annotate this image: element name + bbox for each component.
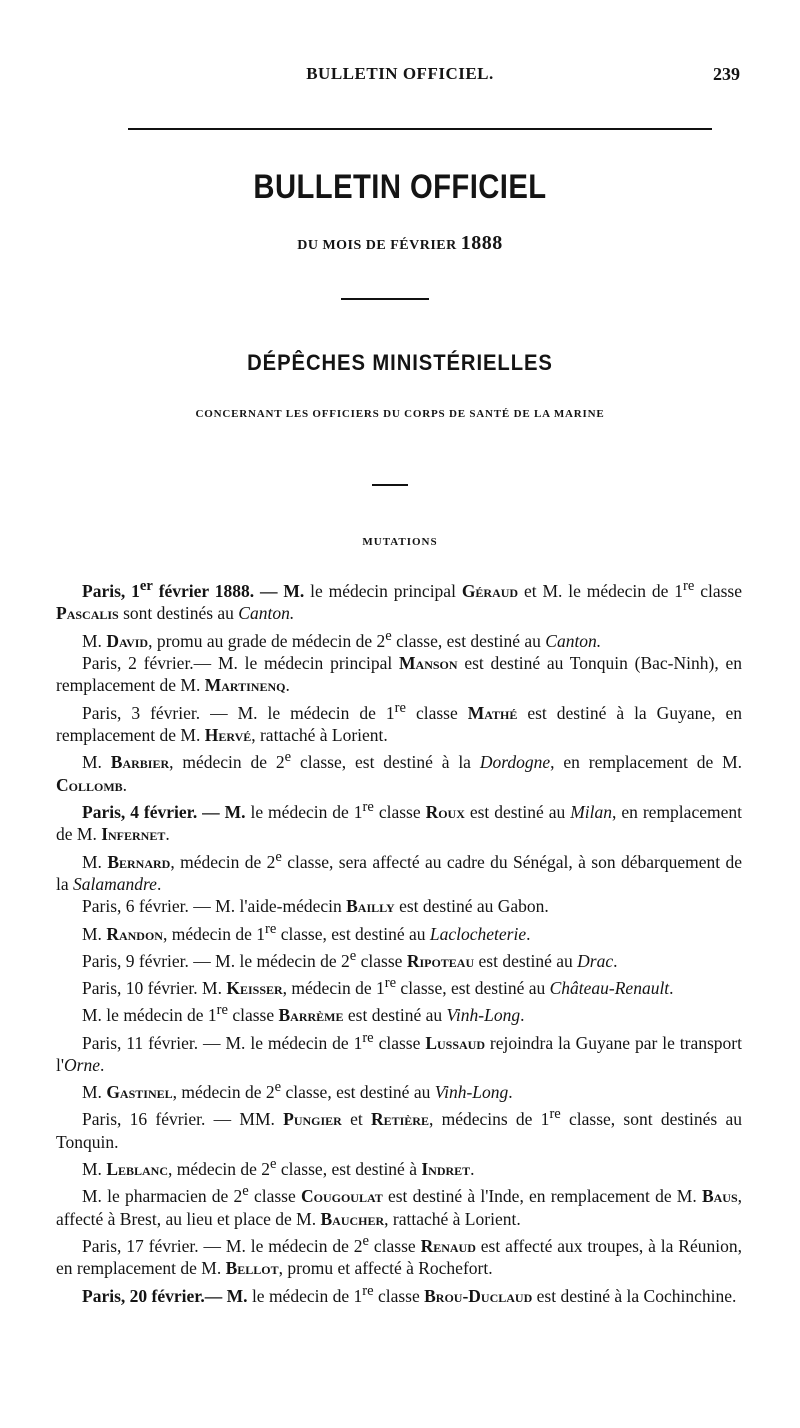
page-number: 239 [713, 64, 740, 84]
text-segment: , médecin de 2 [170, 851, 276, 872]
text-segment: e [274, 1079, 282, 1096]
text-segment: re [265, 920, 277, 937]
text-segment: , médecin de 1 [162, 923, 265, 944]
person-name: Lussaud [425, 1032, 485, 1053]
mutation-paragraph [56, 895, 742, 917]
text-segment: est destiné à la Guyane, en remplacement de M. [56, 702, 742, 745]
text-segment: re [549, 1106, 561, 1123]
text-segment: Paris, 3 février. — M. le médecin de 1 [82, 702, 395, 723]
mutation-paragraph [56, 746, 742, 796]
mutation-paragraph [56, 1153, 742, 1180]
text-segment: classe [369, 1235, 421, 1256]
text-segment: M. [82, 1082, 107, 1103]
text-segment: , rattaché à Lorient. [384, 1208, 521, 1229]
person-name: Renaud [420, 1235, 476, 1256]
person-name: Randon [106, 923, 163, 944]
text-segment: est destiné au [343, 1005, 447, 1026]
text-segment: M. [82, 752, 111, 773]
person-name: Gastinel [106, 1082, 173, 1103]
text-segment: e [284, 749, 292, 766]
text-segment: M. [82, 851, 108, 872]
mutation-paragraph [56, 972, 742, 999]
person-name: Collomb [56, 774, 123, 795]
text-segment: Paris, 16 février. — MM. [82, 1109, 284, 1130]
subtitle [0, 232, 800, 255]
text-segment: M. [82, 923, 107, 944]
text-segment: . [122, 774, 128, 795]
person-name: Retière [370, 1109, 429, 1130]
section-title: DÉPÊCHES MINISTÉRIELLES [247, 350, 553, 375]
text-segment: est destiné à l'Inde, en remplacement de M. [382, 1186, 702, 1207]
text-segment: . [520, 1005, 525, 1026]
text-segment: e [275, 848, 282, 865]
mutation-paragraph [56, 945, 742, 972]
person-name: Géraud [461, 580, 519, 601]
person-name: Indret [421, 1158, 471, 1179]
text-segment: . [285, 675, 290, 696]
text-segment: , rattaché à Lorient. [251, 724, 388, 745]
person-name: Baus [701, 1186, 738, 1207]
person-name: Hervé [204, 724, 252, 745]
text-segment: M. [82, 1158, 107, 1179]
text-segment: Paris, 17 février. — M. le médecin de 2 [82, 1235, 363, 1256]
text-segment: classe, est destiné au [281, 1082, 435, 1103]
mutation-paragraph [56, 918, 742, 945]
text-segment: e [349, 947, 357, 964]
place-name: Drac [577, 950, 614, 971]
person-name: Manson [399, 652, 458, 673]
text-segment: re [362, 1029, 374, 1046]
text-segment: . [613, 950, 618, 971]
person-name: Ripoteau [406, 950, 475, 971]
text-segment: est destiné au [474, 950, 578, 971]
text-segment: Paris, 20 février.— M. [82, 1285, 248, 1306]
text-segment: classe, est destiné à [276, 1158, 422, 1179]
text-segment: re [384, 975, 397, 992]
mutation-paragraph [56, 575, 742, 625]
text-segment: le médecin de 1 [245, 801, 363, 822]
text-segment: classe, sera affecté au cadre du Sénégal, à son débarquement de la [56, 851, 742, 894]
mutations-heading: MUTATIONS [362, 536, 438, 548]
mutation-paragraph [56, 1103, 742, 1153]
person-name: Roux [425, 801, 465, 822]
person-name: Infernet [101, 824, 166, 845]
mutation-paragraph [56, 1076, 742, 1103]
place-name: Château-Renault [549, 977, 670, 998]
text-segment: . [526, 923, 531, 944]
mutation-paragraph [56, 652, 742, 697]
place-name: Canton. [238, 603, 295, 624]
subtitle-prefix: DU MOIS DE FÉVRIER [297, 238, 457, 253]
text-segment: re [216, 1002, 228, 1019]
text-segment: classe [405, 702, 468, 723]
text-segment: rejoindra la Guyane par le transport l' [56, 1032, 742, 1075]
text-segment: est destiné à la Cochinchine. [532, 1285, 737, 1306]
text-segment: e [270, 1156, 277, 1173]
text-segment: , affecté à Brest, au lieu et place de M. [56, 1186, 742, 1229]
text-segment: classe [694, 580, 742, 601]
text-segment: Paris, 2 février.— M. le médecin principal [82, 652, 400, 673]
body-text [56, 575, 742, 1307]
person-name: Mathé [467, 702, 518, 723]
text-segment: classe, sont destinés au Tonquin. [56, 1109, 742, 1152]
place-name: Laclocheterie [429, 923, 527, 944]
text-segment: re [362, 1282, 374, 1299]
text-segment: . [669, 977, 674, 998]
mutation-paragraph [56, 1280, 742, 1307]
mutation-paragraph [56, 625, 742, 652]
text-segment: février 1888. — M. [152, 580, 305, 601]
text-segment: M. le médecin de 1 [82, 1005, 217, 1026]
text-segment: e [385, 627, 392, 644]
text-segment: classe, est destiné au [276, 923, 430, 944]
text-segment: classe [373, 801, 426, 822]
text-segment: , en remplacement de M. [550, 752, 743, 773]
text-segment: er [139, 578, 153, 594]
text-segment: classe, est destiné au [391, 630, 546, 651]
person-name: Barbier [110, 752, 170, 773]
text-segment: classe, est destiné au [396, 977, 550, 998]
mutation-paragraph [56, 1230, 742, 1280]
person-name: Cougoulat [300, 1186, 383, 1207]
person-name: David [106, 630, 149, 651]
text-segment: sont destinés au [118, 603, 239, 624]
mutation-paragraph [56, 697, 742, 747]
section-divider [372, 484, 408, 486]
text-segment: . [165, 824, 170, 845]
text-segment: . [156, 873, 162, 894]
person-name: Bernard [107, 851, 171, 872]
person-name: Pungier [283, 1109, 342, 1130]
text-segment: . [470, 1158, 475, 1179]
text-segment: Paris, 10 février. M. [82, 977, 227, 998]
mutation-paragraph [56, 1180, 742, 1230]
place-name: Milan [570, 801, 613, 822]
text-segment: e [362, 1232, 370, 1249]
text-segment: , médecin de 2 [172, 1082, 275, 1103]
header-rule [128, 128, 712, 130]
text-segment: est destiné au Gabon. [394, 896, 549, 917]
place-name: Vinh-Long [446, 1005, 521, 1026]
text-segment: re [362, 798, 374, 815]
person-name: Barrème [278, 1005, 344, 1026]
text-segment: et M. le médecin de 1 [518, 580, 684, 601]
place-name: Salamandre [73, 873, 157, 894]
person-name: Baucher [320, 1208, 385, 1229]
text-segment: classe [227, 1005, 279, 1026]
text-segment: , promu et affecté à Rochefort. [278, 1258, 493, 1279]
text-segment: Paris, 11 février. — M. le médecin de 1 [82, 1032, 363, 1053]
text-segment: Paris, 1 [82, 580, 140, 601]
running-header [60, 60, 740, 90]
person-name: Keisser [226, 977, 283, 998]
text-segment: M. le pharmacien de 2 [82, 1186, 243, 1207]
text-segment: classe [356, 950, 407, 971]
text-segment: Paris, 4 février. — M. [82, 801, 246, 822]
text-segment: Paris, 6 février. — M. l'aide-médecin [82, 896, 347, 917]
person-name: Pascalis [56, 603, 119, 624]
text-segment: , médecin de 2 [169, 752, 285, 773]
person-name: Bellot [225, 1258, 279, 1279]
subtitle-year: 1888 [460, 232, 503, 254]
place-name: Orne [64, 1054, 100, 1075]
text-segment: et [341, 1109, 371, 1130]
person-name: Bailly [346, 896, 395, 917]
text-segment: le médecin principal [304, 580, 462, 601]
text-segment: , promu au grade de médecin de 2 [148, 630, 386, 651]
text-segment: classe [373, 1032, 426, 1053]
title-divider [341, 298, 429, 300]
mutation-paragraph [56, 999, 742, 1026]
text-segment: , médecin de 1 [282, 977, 385, 998]
text-segment: , médecin de 2 [168, 1158, 271, 1179]
text-segment: est destiné au [464, 801, 571, 822]
section-subtitle: CONCERNANT LES OFFICIERS DU CORPS DE SANTÉ DE LA MARINE [195, 408, 605, 420]
mutation-paragraph [56, 796, 742, 846]
text-segment: re [394, 699, 406, 716]
text-segment: Paris, 9 février. — M. le médecin de 2 [82, 950, 350, 971]
main-title: BULLETIN OFFICIEL [253, 168, 547, 206]
mutation-paragraph [56, 1027, 742, 1077]
text-segment: re [683, 578, 695, 594]
place-name: Canton. [545, 630, 602, 651]
person-name: Martinenq [204, 675, 286, 696]
text-segment: est destiné au Tonquin (Bac-Ninh), en remplacement de M. [56, 652, 742, 696]
text-segment: est affecté aux troupes, à la Réunion, en remplacement de M. [56, 1235, 742, 1279]
text-segment: e [242, 1183, 249, 1200]
place-name: Vinh-Long [434, 1082, 509, 1103]
person-name: Leblanc [106, 1158, 168, 1179]
text-segment: M. [82, 630, 107, 651]
text-segment: . [508, 1082, 513, 1103]
text-segment: classe [373, 1285, 425, 1306]
text-segment: classe, est destiné à la [291, 752, 480, 773]
text-segment: , médecins de 1 [428, 1109, 550, 1130]
text-segment: le médecin de 1 [247, 1285, 363, 1306]
person-name: Brou-Duclaud [424, 1285, 533, 1306]
running-title: BULLETIN OFFICIEL. [306, 64, 494, 83]
place-name: Dordogne [479, 752, 551, 773]
mutation-paragraph [56, 846, 742, 896]
text-segment: , en remplacement de M. [56, 801, 742, 845]
text-segment: . [99, 1054, 105, 1075]
text-segment: classe [248, 1186, 301, 1207]
